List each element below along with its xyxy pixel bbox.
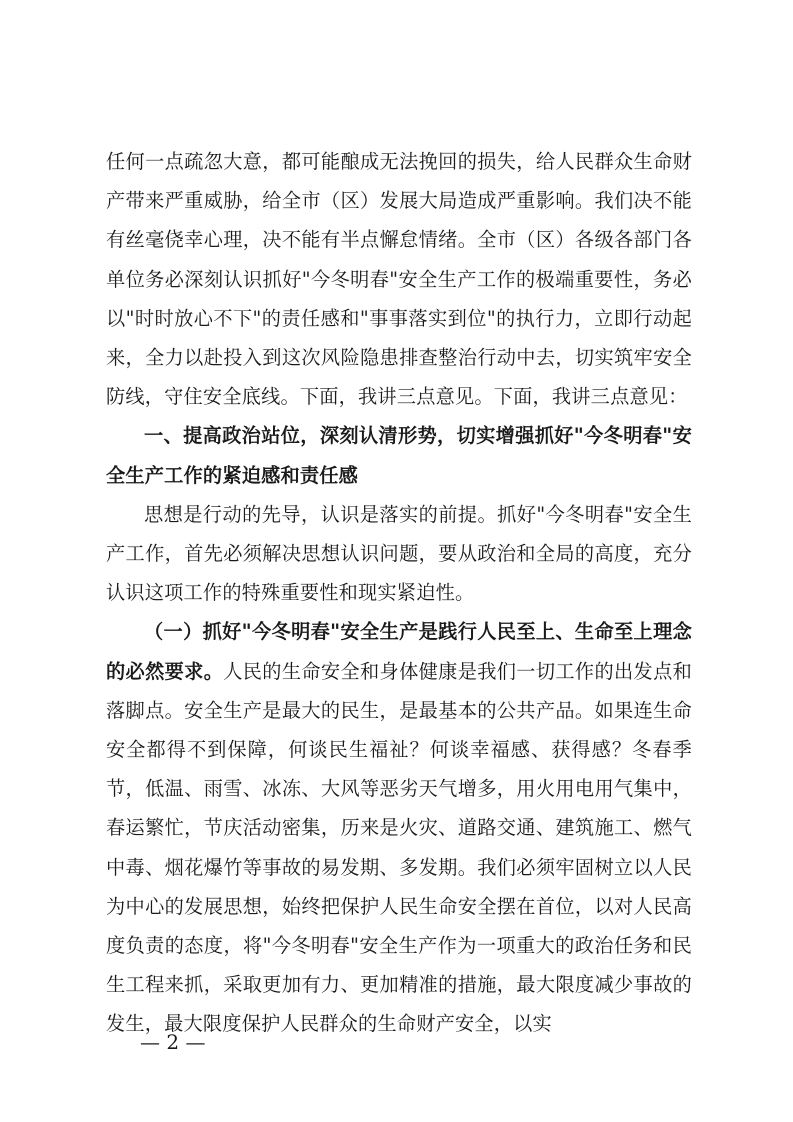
section-intro-paragraph: 思想是行动的先导，认识是落实的前提。抓好"今冬明春"安全生产工作，首先必须解决思想认识问题，要从政治和全局的高度，充分认识这项工作的特殊重要性和现实紧迫性。 [106,502,692,605]
subsection-heading-1: （一）抓好"今冬明春"安全生产是践行人民至上、生命至上理念的必然要求。 [106,620,692,683]
subsection-body-1: 人民的生命安全和身体健康是我们一切工作的出发点和落脚点。安全生产是最大的民生，是最基本的公共产品。如果连生命安全都得不到保障，何谈民生福祉？何谈幸福感、获得感？冬春季节，低温、雨雪、冰冻、大风等恶劣天气增多，用火用电用气集中，春运繁忙，节庆活动密集，历来是火灾、道路交通、建筑施工、燃气中毒、烟花爆竹等事故的易发期、多发期。我们必须牢固树立以人民为中心的发展思想，始终把保护人民生命安全摆在首位，以对人民高度负责的态度，将"今冬明春"安全生产作为一项重大的政治任务和民生工程来抓，采取更加有力、更加精准的措施，最大限度减少事故的发生，最大限度保护人民群众的生命财产安全，以实 [106,659,692,1036]
page-number: — 2 — [140,1030,206,1054]
subsection-paragraph-1 [106,612,692,1043]
body-text [106,142,692,1044]
section-heading-1: 一、提高政治站位，深刻认清形势，切实增强抓好"今冬明春"安全生产工作的紧迫感和责任感 [106,424,692,487]
paragraph-continued: 任何一点疏忽大意，都可能酿成无法挽回的损失，给人民群众生命财产带来严重威胁，给全市（区）发展大局造成严重影响。我们决不能有丝毫侥幸心理，决不能有半点懈怠情绪。全市（区）各级各部门各单位务必深刻认识抓好"今冬明春"安全生产工作的极端重要性，务必以"时时放心不下"的责任感和"事事落实到位"的执行力，立即行动起来，全力以赴投入到这次风险隐患排查整治行动中去，切实筑牢安全防线，守住安全底线。下面，我讲三点意见。下面，我讲三点意见： [106,150,692,409]
